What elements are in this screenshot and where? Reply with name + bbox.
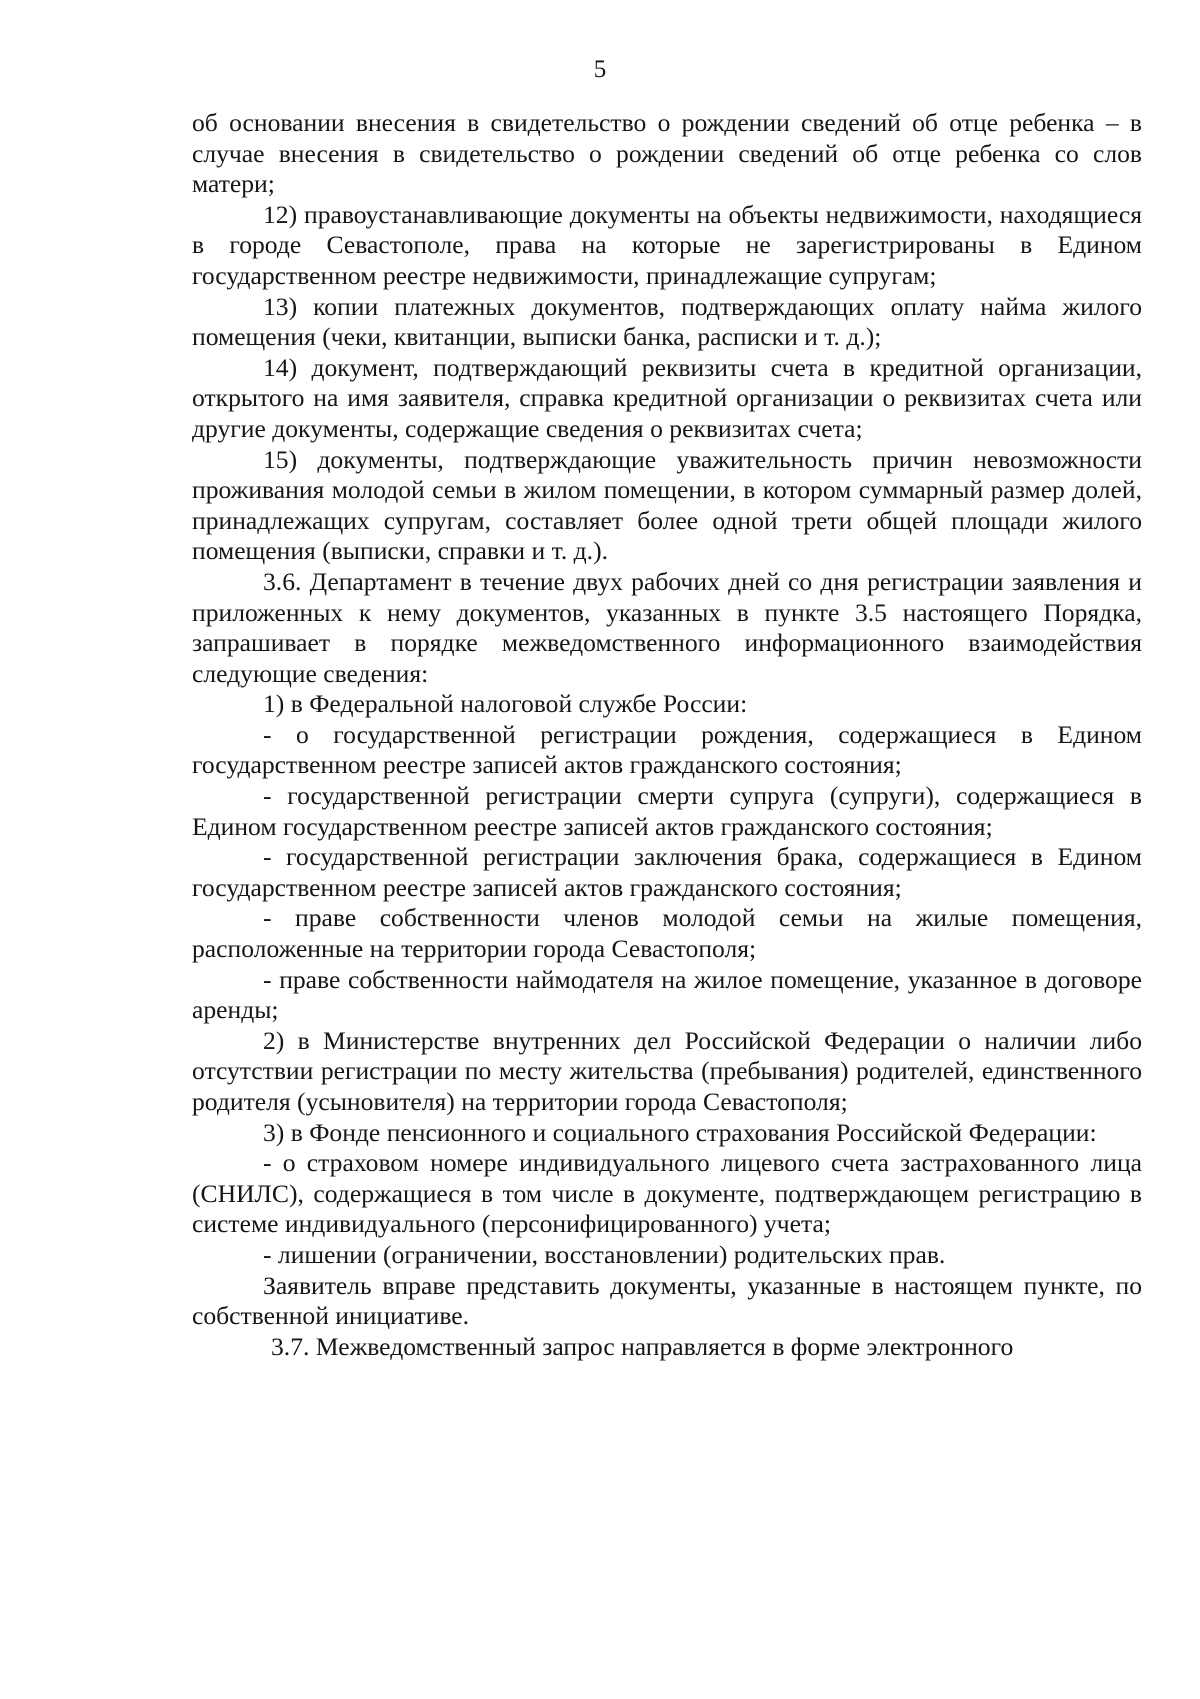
page-number: 5 <box>593 56 607 83</box>
list-item-12: 12) правоустанавливающие документы на объекты недвижимости, находящиеся в городе Севастополе, права на которые не зарегистрированы в Едином государственном реестре недвижимости, принадлежащие супругам; <box>192 199 1142 290</box>
list-item-13: 13) копии платежных документов, подтверждающих оплату найма жилого помещения (чеки, квитанции, выписки банка, расписки и т. д.); <box>192 291 1142 352</box>
paragraph: об основании внесения в свидетельство о рождении сведений об отце ребенка – в случае внесения в свидетельство о рождении сведений об отце ребенка со слов матери; <box>192 108 1142 199</box>
paragraph: Заявитель вправе представить документы, указанные в настоящем пункте, по собственной инициативе. <box>192 1270 1142 1331</box>
clause-3-6: 3.6. Департамент в течение двух рабочих дней со дня регистрации заявления и приложенных к нему документов, указанных в пункте 3.5 настоящего Порядка, запрашивает в порядке межведомственного информационного взаимодействия следующие сведения: <box>192 566 1142 688</box>
sub-item-1: 1) в Федеральной налоговой службе России: <box>263 689 748 719</box>
document-body <box>192 108 1142 1362</box>
sub-item-2: 2) в Министерстве внутренних дел Российской Федерации о наличии либо отсутствии регистрации по месту жительства (пребывания) родителей, единственного родителя (усыновителя) на территории города Севастополя; <box>192 1025 1142 1116</box>
dash-item: - лишении (ограничении, восстановлении) родительских прав. <box>263 1239 946 1269</box>
dash-item: - праве собственности наймодателя на жилое помещение, указанное в договоре аренды; <box>192 964 1142 1025</box>
dash-item: - о страховом номере индивидуального лицевого счета застрахованного лица (СНИЛС), содержащиеся в том числе в документе, подтверждающем регистрацию в системе индивидуального (персонифицированного) учета; <box>192 1148 1142 1239</box>
list-item-14: 14) документ, подтверждающий реквизиты счета в кредитной организации, открытого на имя заявителя, справка кредитной организации о реквизитах счета или другие документы, содержащие сведения о реквизитах счета; <box>192 352 1142 443</box>
clause-3-7: 3.7. Межведомственный запрос направляется в форме электронного <box>271 1331 1014 1361</box>
sub-item-3: 3) в Фонде пенсионного и социального страхования Российской Федерации: <box>263 1117 1097 1147</box>
dash-item: - государственной регистрации заключения брака, содержащиеся в Едином государственном реестре записей актов гражданского состояния; <box>192 842 1142 902</box>
list-item-15: 15) документы, подтверждающие уважительность причин невозможности проживания молодой семьи в жилом помещении, в котором суммарный размер долей, принадлежащих супругам, составляет более одной трети общей площади жилого помещения (выписки, справки и т. д.). <box>192 444 1142 566</box>
dash-item: - праве собственности членов молодой семьи на жилые помещения, расположенные на территории города Севастополя; <box>192 903 1142 964</box>
dash-item: - о государственной регистрации рождения, содержащиеся в Едином государственном реестре записей актов гражданского состояния; <box>192 719 1142 780</box>
dash-item: - государственной регистрации смерти супруга (супруги), содержащиеся в Едином государственном реестре записей актов гражданского состояния; <box>192 781 1142 841</box>
